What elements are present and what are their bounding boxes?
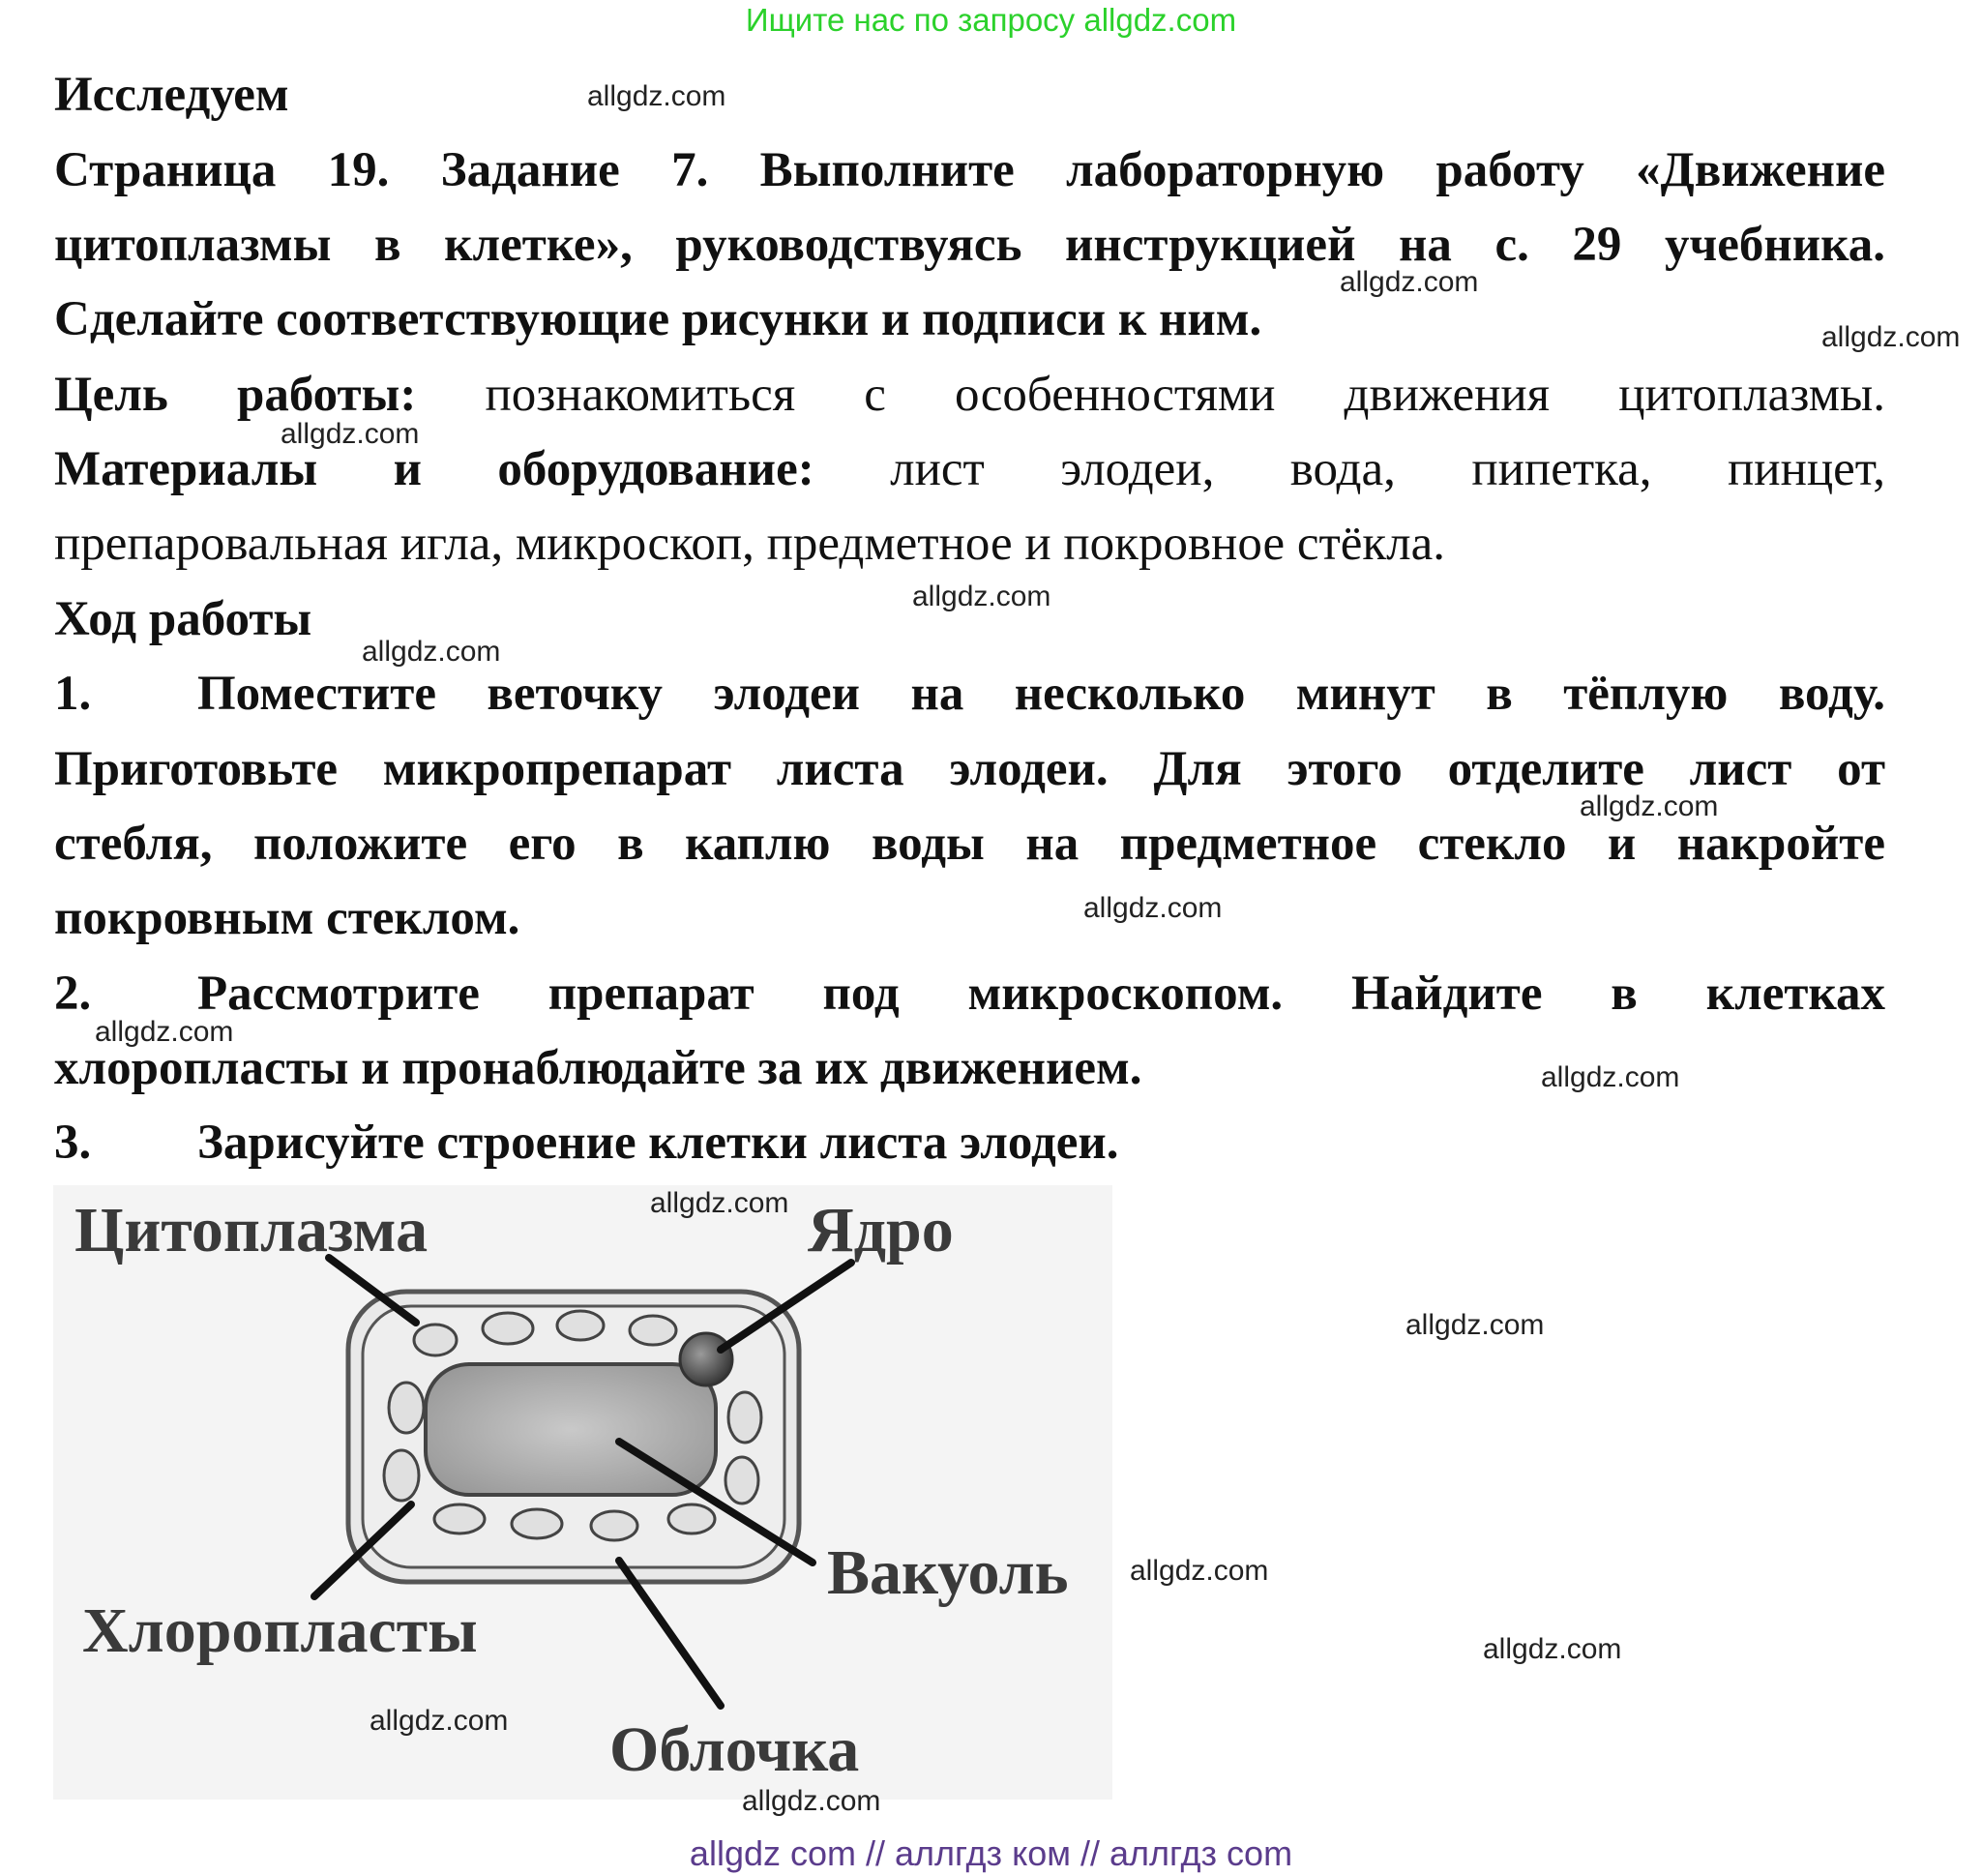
chloroplast: [483, 1313, 533, 1344]
watermark: allgdz.com: [1340, 266, 1479, 298]
watermark: allgdz.com: [1483, 1633, 1622, 1665]
label-vacuole: Вакуоль: [827, 1537, 1069, 1608]
step-text: Поместите веточку элодеи на несколько минут в тёплую воду.: [197, 667, 1885, 721]
footer-links: allgdz com // аллгдз ком // аллгдз com: [689, 1833, 1293, 1873]
label-chloroplasts: Хлоропласты: [82, 1595, 478, 1666]
chloroplast: [434, 1504, 485, 1534]
materials-label: Материалы и оборудование:: [54, 442, 814, 496]
step-text: Рассмотрите препарат под микроскопом. Найдите в клетках: [197, 967, 1885, 1021]
task-line-3: Сделайте соответствующие рисунки и подписи к ним.: [54, 292, 1262, 346]
chloroplast: [557, 1311, 604, 1340]
step-2-line-1: [54, 965, 1885, 1023]
watermark: allgdz.com: [95, 1016, 234, 1048]
chloroplast: [725, 1457, 758, 1504]
watermark: allgdz.com: [362, 636, 501, 668]
chloroplast: [728, 1392, 761, 1443]
step-2-line-2: хлоропласты и пронаблюдайте за их движением.: [54, 1041, 1142, 1095]
task-line-2: цитоплазмы в клетке», руководствуясь инструкцией на с. 29 учебника.: [54, 218, 1885, 272]
chloroplast: [384, 1450, 419, 1501]
search-banner: Ищите нас по запросу allgdz.com: [745, 2, 1237, 38]
chloroplast: [512, 1509, 562, 1538]
procedure-heading: Ход работы: [54, 592, 312, 646]
label-nucleus: Ядро: [808, 1195, 954, 1266]
goal-line: [54, 366, 1885, 424]
chloroplast: [389, 1383, 424, 1433]
watermark: allgdz.com: [912, 581, 1051, 612]
label-cytoplasm: Цитоплазма: [74, 1195, 429, 1266]
watermark: allgdz.com: [1541, 1061, 1680, 1093]
chloroplast: [414, 1325, 457, 1355]
step-number: 3.: [54, 1116, 92, 1170]
watermark: allgdz.com: [1083, 892, 1223, 924]
step-1-line-4: покровным стеклом.: [54, 891, 520, 945]
step-1-line-2: Приготовьте микропрепарат листа элодеи. Для этого отделите лист от: [54, 742, 1885, 796]
goal-label: Цель работы:: [54, 368, 417, 422]
elodea-cell-diagram: [53, 1185, 1112, 1800]
watermark: allgdz.com: [1821, 321, 1961, 353]
chloroplast: [668, 1504, 715, 1534]
step-number: 1.: [54, 667, 92, 721]
watermark: allgdz.com: [742, 1785, 881, 1817]
watermark: allgdz.com: [587, 80, 726, 112]
step-1-line-1: [54, 665, 1885, 723]
cell-drawing: [53, 1185, 1112, 1800]
step-3-line-1: [54, 1114, 1885, 1172]
materials-line-2: препаровальная игла, микроскоп, предметное и покровное стёкла.: [54, 517, 1446, 571]
materials-text: лист элодеи, вода, пипетка, пинцет,: [890, 442, 1885, 496]
watermark: allgdz.com: [1405, 1309, 1545, 1341]
watermark: allgdz.com: [370, 1705, 509, 1737]
watermark: allgdz.com: [281, 418, 420, 450]
nucleus-shape: [680, 1333, 732, 1385]
task-line-1: Страница 19. Задание 7. Выполните лабораторную работу «Движение: [54, 143, 1885, 197]
section-heading: Исследуем: [54, 68, 289, 122]
step-1-line-3: стебля, положите его в каплю воды на предметное стекло и накройте: [54, 817, 1885, 871]
watermark: allgdz.com: [650, 1187, 789, 1219]
label-membrane: Облочка: [609, 1714, 860, 1785]
goal-text: познакомиться с особенностями движения цитоплазмы.: [485, 368, 1885, 422]
chloroplast: [591, 1511, 637, 1540]
watermark: allgdz.com: [1130, 1555, 1269, 1587]
step-text: Зарисуйте строение клетки листа элодеи.: [197, 1116, 1119, 1170]
watermark: allgdz.com: [1580, 790, 1719, 822]
chloroplast: [630, 1316, 676, 1345]
step-number: 2.: [54, 967, 92, 1021]
